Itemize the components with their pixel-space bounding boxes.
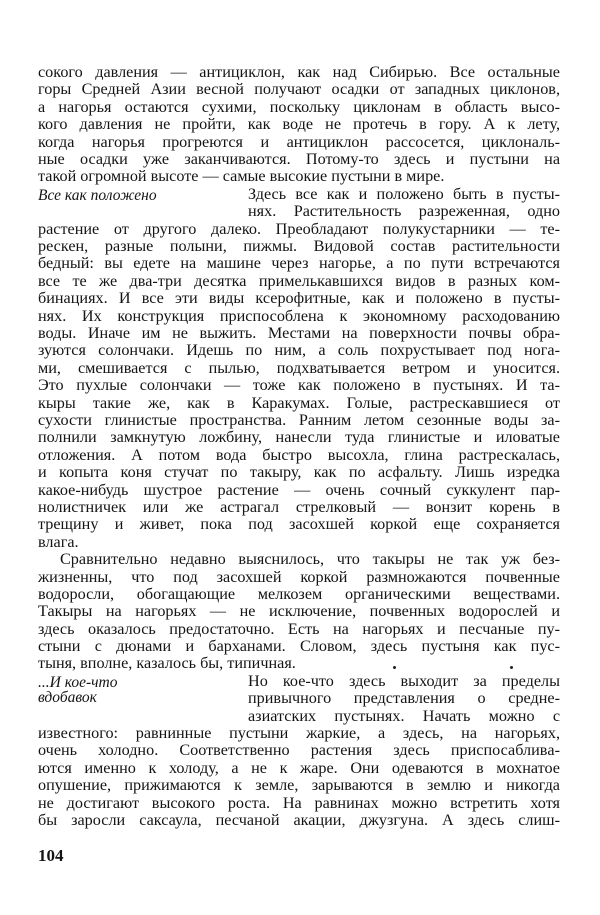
text-line: полнили замкнутую ложбину, нанесли туда глинистые и иловатые	[38, 428, 560, 447]
text-line: Но кое-что здесь выходит за пределы	[248, 671, 560, 690]
text-line: здесь оказалось предостаточно. Есть на нагорьях и песчаные пу-	[38, 619, 560, 638]
text-line: стыни с дюнами и барханами. Словом, здесь пустыня как пус-	[38, 637, 560, 655]
text-line: зуются солончаки. Идешь по ним, а соль похрустывает под нога-	[38, 341, 560, 360]
text-line: привычного представления о средне-	[248, 689, 560, 708]
text-line: какое-нибудь шустрое растение — очень сочный суккулент пар-	[38, 480, 560, 499]
text-line: азиатских пустынях. Начать можно с	[248, 706, 560, 725]
text-line: рескен, разные полыни, пижмы. Видовой состав растительности	[38, 237, 560, 255]
book-page	[38, 0, 560, 915]
text-line: нолистничек или же астрагал стрелковый — вонзит корень в	[38, 497, 560, 516]
text-line: такой огромной высоте — самые высокие пустыни в мире.	[38, 167, 445, 186]
text-line: сухости глинистые пространства. Ранним летом сезонные воды за-	[38, 410, 560, 429]
text-line: опушение, прижимаются к земле, зарываются в землю и никогда	[38, 776, 560, 795]
text-line: водоросли, обогащающие мелкозем органическими веществами.	[38, 584, 560, 603]
text-line: Это пухлые солончаки — тоже как положено в пустынях. И та-	[38, 376, 560, 395]
text-line: когда нагорья прогреются и антициклон рассосется, циклональ-	[38, 132, 560, 151]
margin-heading: вдобавок	[38, 689, 97, 707]
text-line: а нагорья остаются сухими, поскольку циклонам в область высо-	[38, 97, 560, 116]
text-line: Сравнительно недавно выяснилось, что такыры не так уж без-	[60, 550, 560, 569]
text-line: не достигают высокого роста. На равнинах можно встретить хотя	[38, 793, 560, 812]
text-line: горы Средней Азии весной получают осадки от западных циклонов,	[38, 80, 560, 99]
text-line: нях. Растительность разреженная, одно	[248, 202, 560, 221]
margin-heading: ...И кое-что	[38, 673, 118, 691]
print-speck	[393, 666, 396, 669]
margin-heading: Все как положено	[38, 186, 157, 204]
text-line: воды. Иначе им не выжить. Местами на поверхности почвы обра-	[38, 323, 560, 342]
text-line: Такыры на нагорьях — не исключение, почвенных водорослей и	[38, 602, 560, 621]
text-line: кыры такие же, как в Каракумах. Голые, растрескавшиеся от	[38, 393, 560, 412]
text-line: очень холодно. Соответственно растения здесь приспосабливa-	[38, 741, 560, 760]
text-line: ются именно к холоду, а не к жаре. Они одеваются в мохнатое	[38, 758, 560, 777]
text-line: влага.	[38, 532, 79, 551]
text-line: отложения. А потом вода быстро высохла, глина растрескалась,	[38, 445, 560, 464]
text-line: ми, смешивается с пылью, подхватывается ветром и уносится.	[38, 358, 560, 377]
text-line: известного: равнинные пустыни жаркие, а здесь, на нагорьях,	[38, 724, 560, 742]
text-line: жизненны, что под засохшей коркой размножаются почвенные	[38, 567, 560, 586]
text-line: нях. Их конструкция приспособлена к экономному расходованию	[38, 306, 560, 325]
text-line: кого давления не пройти, как воде не протечь в гору. А к лету,	[38, 115, 560, 134]
text-line: бы заросли саксаула, песчаной акации, джузгуна. А здесь слиш-	[38, 811, 560, 829]
page-number: 104	[38, 846, 64, 865]
text-line: трещину и живет, пока под засохшей коркой еще сохраняется	[38, 515, 560, 534]
text-line: бедный: вы едете на машине через нагорье, а по пути встречаются	[38, 254, 560, 273]
text-line: растение от другого далеко. Преобладают полукустарники — те-	[38, 219, 560, 238]
text-line: все те же два-три десятка примелькавшихся видов в разных ком-	[38, 271, 560, 290]
text-line: Здесь все как и положено быть в пусты-	[248, 184, 560, 203]
text-line: ные осадки уже заканчиваются. Потому-то здесь и пустыни на	[38, 150, 560, 168]
text-line: бинациях. И все эти виды ксерофитные, как и положено в пусты-	[38, 289, 560, 308]
print-speck	[510, 666, 513, 669]
text-line: тыня, вполне, казалось бы, типичная.	[38, 654, 296, 673]
text-line: и копыта коня стучат по такыру, как по асфальту. Лишь изредка	[38, 463, 560, 482]
text-line: сокого давления — антициклон, как над Сибирью. Все остальные	[38, 63, 560, 81]
